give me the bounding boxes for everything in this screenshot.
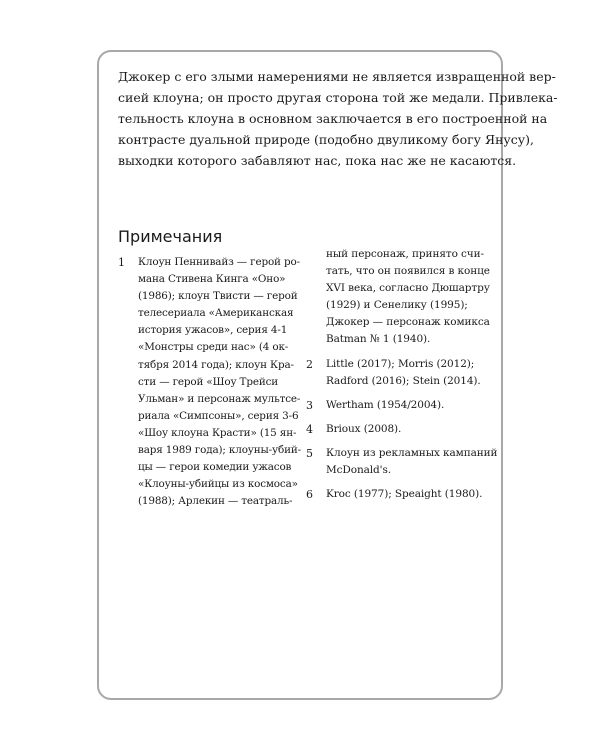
note-line: Ульман» и персонаж мультсе-: [138, 392, 301, 405]
note-item: [306, 356, 486, 390]
note-line: сти — герой «Шоу Трейси: [138, 375, 279, 388]
note-line: Kroc (1977); Speaight (1980).: [326, 488, 483, 501]
note-number: 5: [306, 446, 313, 460]
note-item: [306, 397, 486, 414]
note-line: история ужасов», серия 4-1: [138, 324, 288, 337]
note-line: Little (2017); Morris (2012);: [326, 357, 475, 370]
intro-line: сией клоуна; он просто другая сторона той же медали. Привлека-: [118, 90, 558, 105]
note-line: варя 1989 года); клоуны-убий-: [138, 444, 302, 457]
note-line: мана Стивена Кинга «Оно»: [138, 273, 286, 286]
note-line: XVI века, согласно Дюшартру: [326, 282, 490, 295]
note-line: Клоун Пеннивайз — герой ро-: [138, 256, 300, 268]
intro-line: выходки которого забавляют нас, пока нас же не касаются.: [118, 153, 517, 168]
note-number: 3: [306, 398, 313, 412]
note-line: Brioux (2008).: [326, 422, 402, 435]
intro-line: контрасте дуальной природе (подобно двуликому богу Янусу),: [118, 132, 534, 147]
note-line: ный персонаж, принято счи-: [326, 248, 484, 260]
note-line: Radford (2016); Stein (2014).: [326, 374, 481, 387]
note-continuation: [306, 246, 490, 349]
note-line: McDonald's.: [326, 464, 391, 477]
notes-column-left: [118, 254, 302, 517]
note-item: [306, 421, 486, 438]
intro-line: тельность клоуна в основном заключается в его построенной на: [118, 111, 548, 126]
note-item: [306, 445, 498, 479]
note-line: «Шоу клоуна Красти» (15 ян-: [138, 426, 297, 439]
note-line: Клоун из рекламных кампаний: [326, 446, 498, 459]
note-line: «Монстры среди нас» (4 ок-: [138, 341, 289, 354]
note-number: 6: [306, 488, 313, 502]
note-line: тать, что он появился в конце: [326, 265, 490, 278]
note-item: [306, 486, 486, 503]
note-line: тября 2014 года); клоун Кра-: [138, 358, 294, 371]
intro-line: Джокер с его злыми намерениями не является извращенной вер-: [118, 69, 556, 84]
note-number: 2: [306, 357, 313, 371]
note-line: цы — герои комедии ужасов: [138, 461, 292, 474]
intro-paragraph: [118, 66, 558, 171]
notes-column-right: [306, 246, 498, 510]
note-line: Джокер — персонаж комикса: [326, 316, 490, 329]
note-number: 1: [118, 256, 125, 269]
note-line: Batman № 1 (1940).: [326, 333, 431, 346]
notes-heading: Примечания: [118, 227, 223, 246]
note-line: Wertham (1954/2004).: [326, 398, 445, 411]
note-line: (1986); клоун Твисти — герой: [138, 290, 298, 303]
note-line: телесериала «Американская: [138, 307, 294, 320]
note-item: [118, 254, 302, 510]
note-number: 4: [306, 422, 313, 436]
note-line: «Клоуны-убийцы из космоса»: [138, 478, 298, 491]
note-line: (1929) и Сенелику (1995);: [326, 299, 468, 312]
note-line: риала «Симпсоны», серия 3-6: [138, 409, 299, 422]
note-line: (1988); Арлекин — театраль-: [138, 495, 293, 508]
